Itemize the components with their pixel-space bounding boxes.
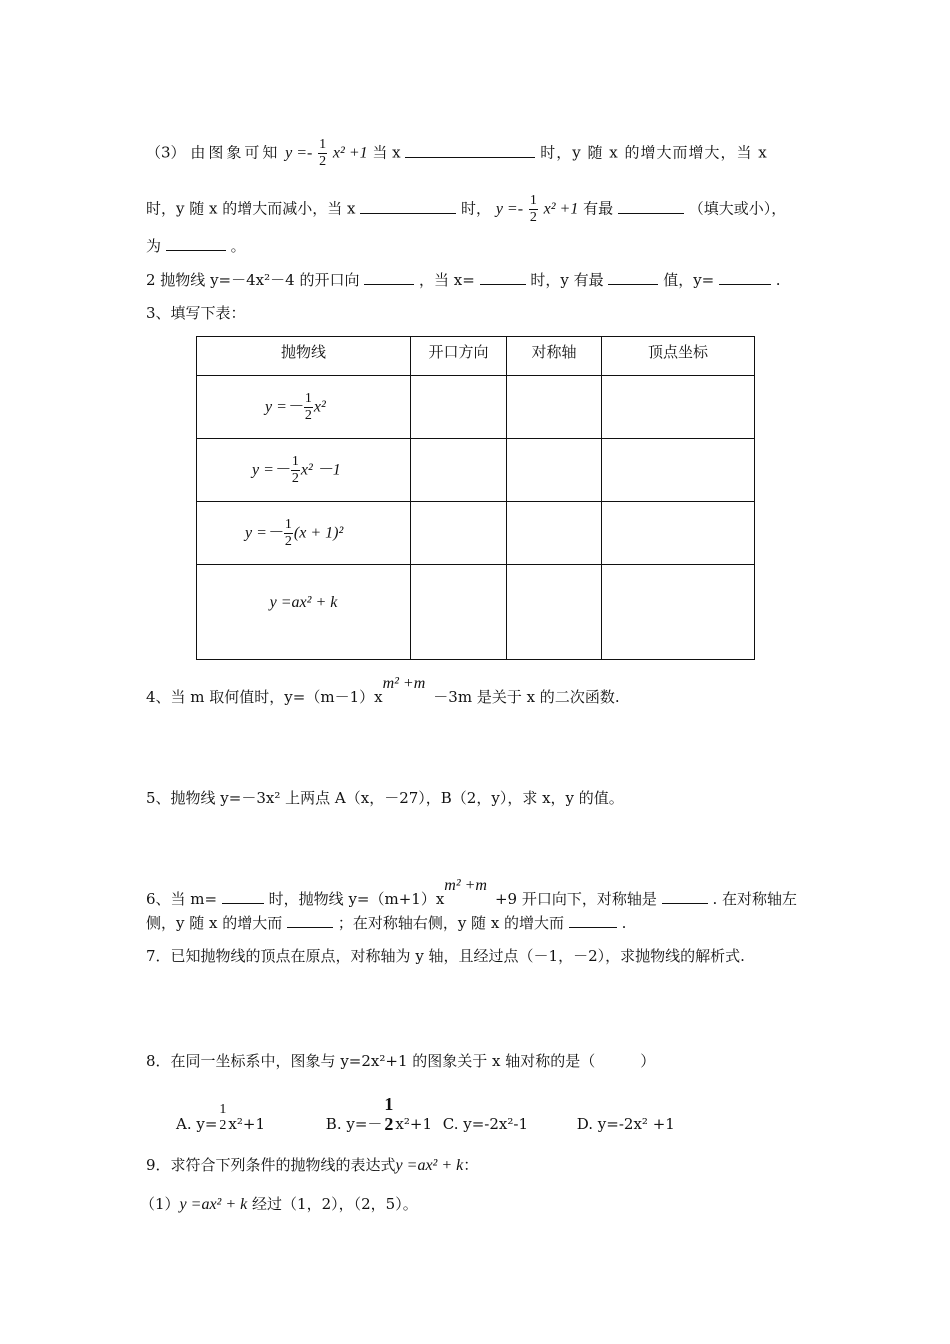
q3-part3-fx: y =- xyxy=(285,144,313,162)
question-9-part1: （1）y =ax² + k 经过（1，2），（2，5）。 xyxy=(140,1195,418,1213)
q3-part3-line3 xyxy=(146,235,246,257)
option-c[interactable]: C. y=-2x²-1 xyxy=(442,1115,528,1133)
question-6-line2: 侧，y 随 x 的增大而 ；在对称轴右侧，y 随 x 的增大而 . xyxy=(146,914,627,932)
table-cell-formula: y =－ $\frac{1}{2}$ (x + 1)² xyxy=(197,502,411,565)
answer-blank[interactable] xyxy=(719,270,771,285)
question-8: 8．在同一坐标系中，图象与 y=2x²+1 的图象关于 x 轴对称的是（ ） xyxy=(146,1052,656,1070)
q3-part3-text7: （填大或小）， xyxy=(688,199,787,218)
answer-cell[interactable] xyxy=(602,376,755,439)
answer-blank[interactable] xyxy=(405,143,535,158)
q3-part3-text9: 。 xyxy=(230,237,246,255)
answer-cell[interactable] xyxy=(411,565,507,660)
question-2 xyxy=(146,269,781,291)
answer-blank[interactable] xyxy=(608,270,658,285)
answer-cell[interactable] xyxy=(507,439,602,502)
table-row xyxy=(197,376,755,439)
q3-part3-text3: 时，y 随 x 的增大而增大，当 x xyxy=(540,143,768,162)
table-header: 对称轴 xyxy=(507,337,602,376)
q2-text-b: 时，y 有最 xyxy=(530,271,604,289)
q3-part3-tail2: x² +1 xyxy=(543,200,579,218)
option-a[interactable]: A. y= 1 2 x²+1 xyxy=(176,1102,266,1133)
answer-blank[interactable] xyxy=(360,199,456,214)
q2-text-a: ，当 x= xyxy=(419,271,475,289)
answer-cell[interactable] xyxy=(411,376,507,439)
answer-blank[interactable] xyxy=(662,889,708,904)
q3-part3-tail: x² +1 xyxy=(332,144,368,162)
answer-blank[interactable] xyxy=(222,889,264,904)
answer-cell[interactable] xyxy=(602,565,755,660)
answer-cell[interactable] xyxy=(411,439,507,502)
question-7: 7．已知抛物线的顶点在原点，对称轴为 y 轴，且经过点（－1，－2），求抛物线的解析式. xyxy=(146,947,745,965)
question-5: 5、抛物线 y=－3x² 上两点 A（x，－27），B（2，y），求 x，y 的值。 xyxy=(146,789,624,807)
answer-blank[interactable] xyxy=(364,270,414,285)
question-8-options xyxy=(176,1094,675,1134)
table-cell-formula: y =－ $\frac{1}{2}$ x² －1 xyxy=(197,439,411,502)
answer-blank[interactable] xyxy=(618,199,684,214)
answer-cell[interactable] xyxy=(602,502,755,565)
q3-part3-text6: 有最 xyxy=(583,199,614,218)
question-6-line1: 6、当 m= 时，抛物线 $y=(m+1)x^{m^2 +m}+9$ 开口向下，对称轴是 . 在对称轴左 xyxy=(146,877,797,908)
table-row xyxy=(197,565,755,660)
q2-text-pre: 2 抛物线 y=－4x²－4 的开口向 xyxy=(146,271,360,289)
answer-cell[interactable] xyxy=(507,376,602,439)
question-9: 9．求符合下列条件的抛物线的表达式y =ax² + k： xyxy=(146,1156,479,1174)
table-cell-formula: y =ax² + k xyxy=(197,565,411,660)
table-cell-formula: y =－ $\frac{1}{2}$ x² xyxy=(197,376,411,439)
q3-part3-text4: 时，y 随 x 的增大而减小，当 x xyxy=(146,199,356,218)
answer-cell[interactable] xyxy=(507,565,602,660)
q3-part3-text1: 由图象可知 xyxy=(190,143,281,162)
q3-part3-line1 xyxy=(146,137,768,170)
answer-cell[interactable] xyxy=(602,439,755,502)
option-d[interactable]: D. y=-2x² +1 xyxy=(576,1115,675,1133)
q3-part3-text8: 为 xyxy=(146,237,162,255)
answer-blank[interactable] xyxy=(480,270,526,285)
q3-part3-fx2: y =- xyxy=(495,200,524,218)
q2-text-d: . xyxy=(775,271,781,289)
answer-blank[interactable] xyxy=(166,236,226,251)
answer-cell[interactable] xyxy=(507,502,602,565)
option-b[interactable]: B. y=－ 1 2 x²+1 xyxy=(325,1094,432,1134)
answer-blank[interactable] xyxy=(287,913,333,928)
q3-part3-frac2: $\frac{1}{2}$ xyxy=(529,193,537,225)
q3-part3-label: （3） xyxy=(146,143,186,162)
table-header: 顶点坐标 xyxy=(602,337,755,376)
answer-blank[interactable] xyxy=(569,913,617,928)
q3-part3-text5: 时， xyxy=(461,199,492,218)
q3-part3-line2 xyxy=(146,193,786,226)
q3-part3-text2: 当 x xyxy=(372,143,401,162)
question-4: 4、当 m 取何值时，$y=(m-1)x^{m^2 +m}-3m$ 是关于 x 的二次函数. xyxy=(146,675,620,706)
q3-part3-frac: $\frac{1}{2}$ xyxy=(319,137,327,169)
table-header: 开口方向 xyxy=(411,337,507,376)
parabola-table xyxy=(196,336,755,660)
table-header: 抛物线 xyxy=(197,337,411,376)
table-row xyxy=(197,502,755,565)
answer-cell[interactable] xyxy=(411,502,507,565)
q2-text-c: 值，y= xyxy=(663,271,715,289)
table-row xyxy=(197,439,755,502)
question-3-title: 3、填写下表： xyxy=(146,304,246,322)
